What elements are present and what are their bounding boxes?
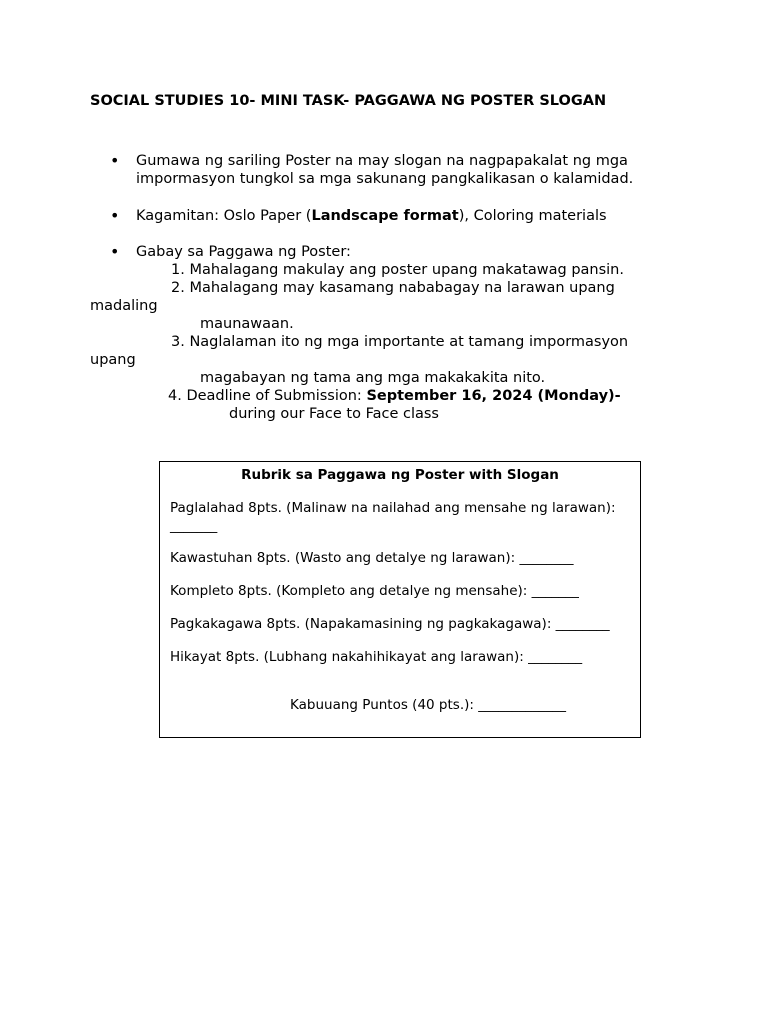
bullet-3-label: Gabay sa Paggawa ng Poster: [136, 244, 351, 260]
document-title: SOCIAL STUDIES 10- MINI TASK- PAGGAWA NG POSTER SLOGAN [90, 93, 607, 109]
bullet-dot: • [110, 206, 120, 225]
bullet-2-materials [136, 208, 607, 224]
guide-item-3-line-3: magabayan ng tama ang mga makakakita nito. [200, 370, 546, 386]
guide-item-3-line-2: upang [90, 352, 136, 368]
rubric-box [159, 461, 641, 738]
guide-item-2-line-3: maunawaan. [200, 316, 294, 332]
materials-bold: Landscape format [311, 208, 459, 224]
bullet-1-line-1: Gumawa ng sariling Poster na may slogan na nagpapakalat ng mga [136, 153, 628, 169]
materials-suffix: ), Coloring materials [458, 208, 607, 224]
rubric-title: Rubrik sa Paggawa ng Poster with Slogan [241, 467, 559, 483]
guide-item-2-line-2: madaling [90, 298, 158, 314]
guide-item-2-line-1: 2. Mahalagang may kasamang nababagay na larawan upang [171, 280, 615, 296]
rubric-pagkakagawa: Pagkakagawa 8pts. (Napakamasining ng pagkakagawa): ________ [170, 616, 610, 632]
deadline-date: September 16, 2024 (Monday)- [366, 388, 621, 404]
bullet-dot: • [110, 151, 120, 170]
bullet-dot: • [110, 242, 120, 261]
guide-item-4-line-2: during our Face to Face class [229, 406, 439, 422]
rubric-kawastuhan: Kawastuhan 8pts. (Wasto ang detalye ng larawan): ________ [170, 550, 574, 566]
bullet-1-line-2: impormasyon tungkol sa mga sakunang pangkalikasan o kalamidad. [136, 171, 634, 187]
guide-item-1: 1. Mahalagang makulay ang poster upang makatawag pansin. [171, 262, 624, 278]
rubric-hikayat: Hikayat 8pts. (Lubhang nakahihikayat ang larawan): ________ [170, 649, 583, 665]
guide-item-3-line-1: 3. Naglalaman ito ng mga importante at tamang impormasyon [171, 334, 629, 350]
deadline-prefix: 4. Deadline of Submission: [168, 388, 367, 404]
rubric-total: Kabuuang Puntos (40 pts.): _____________ [290, 697, 566, 713]
materials-prefix: Kagamitan: Oslo Paper ( [136, 208, 312, 224]
guide-item-4-deadline [168, 388, 621, 404]
rubric-paglalahad-blank: _______ [170, 518, 218, 534]
rubric-kompleto: Kompleto 8pts. (Kompleto ang detalye ng mensahe): _______ [170, 583, 579, 599]
rubric-paglalahad: Paglalahad 8pts. (Malinaw na nailahad ang mensahe ng larawan): [170, 500, 616, 516]
